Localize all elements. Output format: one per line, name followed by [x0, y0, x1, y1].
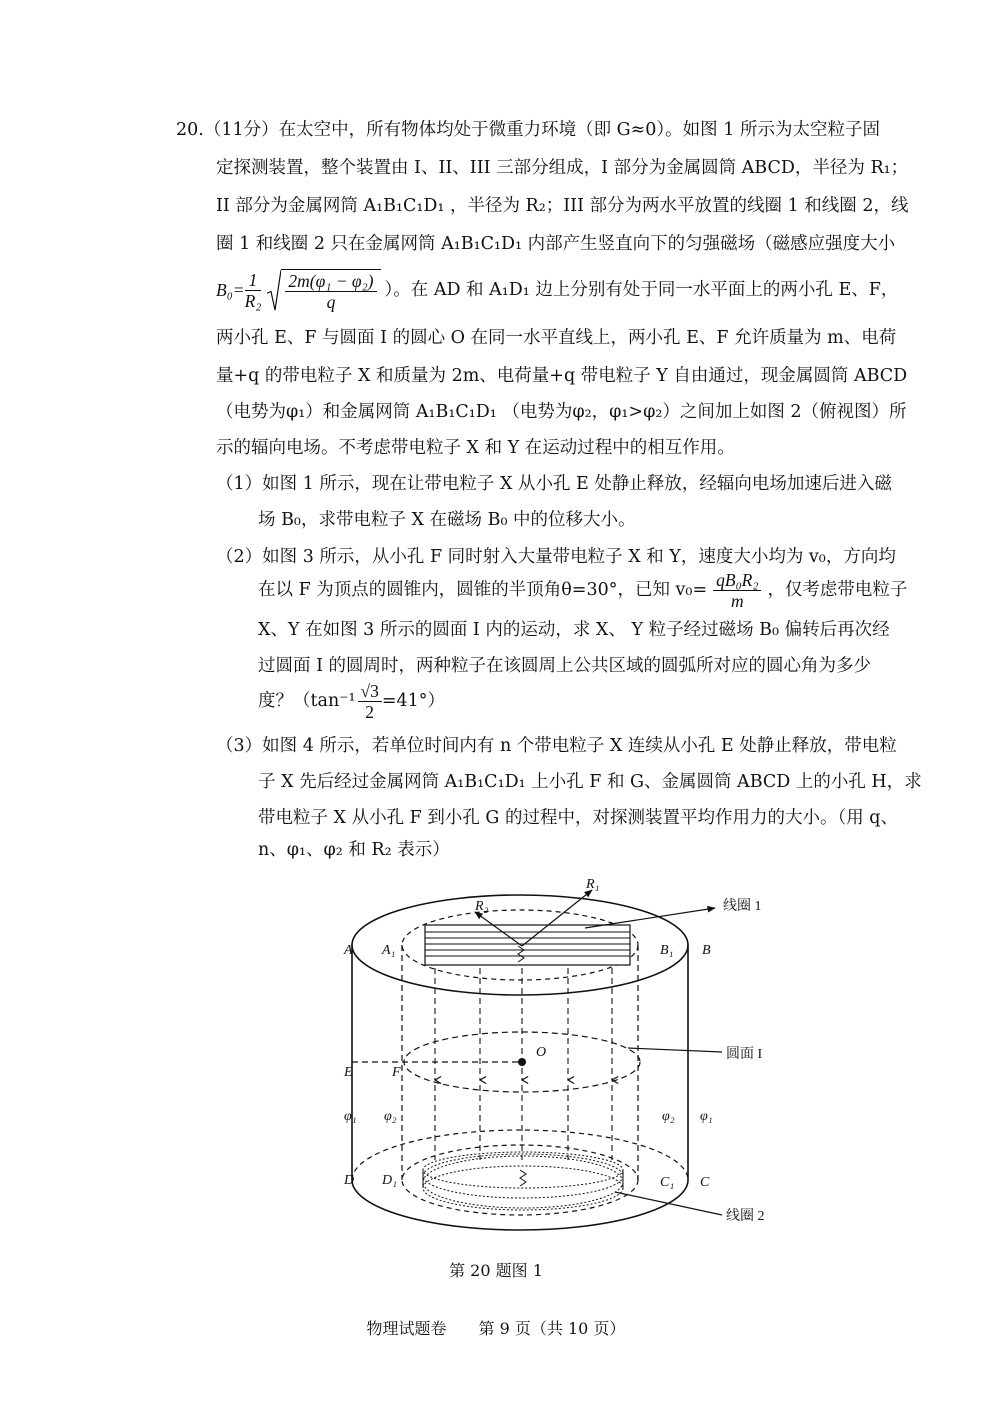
question-intro-line-8: （电势为φ₁）和金属网筒 A₁B₁C₁D₁ （电势为φ₂，φ₁>φ₂）之间加上如图 2（俯视图）所 [216, 402, 907, 422]
part3-line-2: 子 X 先后经过金属网筒 A₁B₁C₁D₁ 上小孔 F 和 G、金属圆筒 ABCD 上的小孔 H，求 [258, 772, 922, 792]
question-intro-line-9: 示的辐向电场。不考虑带电粒子 X 和 Y 在运动过程中的相互作用。 [216, 438, 735, 458]
b0-sqrt-num: 2m(φ₁ − φ₂) [285, 271, 376, 292]
b0-lhs: B₀= [216, 280, 245, 300]
tan-frac-den: 2 [365, 701, 375, 722]
page-footer: 物理试题卷 第 9 页（共 10 页） [366, 1319, 626, 1338]
figure-caption: 第 20 题图 1 [449, 1261, 543, 1280]
b0-tail: ）。在 AD 和 A₁D₁ 边上分别有处于同一水平面上的两小孔 E、F， [384, 280, 899, 300]
part2-line-5-a: 度？（tan⁻¹ [258, 691, 356, 711]
label-R1: R₁ [586, 877, 600, 892]
b0-sqrt-den: q [326, 291, 336, 312]
question-intro-line-4: 圈 1 和线圈 2 只在金属网筒 A₁B₁C₁D₁ 内部产生竖直向下的匀强磁场（磁感应强度大小 [216, 234, 896, 254]
question-intro-line-2: 定探测装置，整个装置由 I、II、III 三部分组成，I 部分为金属圆筒 ABCD，半径为 R₁； [216, 158, 909, 178]
part2-line-1: （2）如图 3 所示，从小孔 F 同时射入大量带电粒子 X 和 Y，速度大小均为 v₀，方向均 [216, 547, 896, 567]
v0-frac-num: qB₀R₂ [713, 570, 761, 591]
part2-line-2-a: 在以 F 为顶点的圆锥内，圆锥的半顶角θ=30°，已知 v₀= [258, 580, 708, 600]
label-A1: A₁ [382, 943, 396, 958]
question-intro-line-1: 20.（11分）在太空中，所有物体均处于微重力环境（即 G≈0）。如图 1 所示为太空粒子固 [176, 120, 880, 140]
b0-frac-num: 1 [245, 270, 262, 291]
part3-line-3: 带电粒子 X 从小孔 F 到小孔 G 的过程中，对探测装置平均作用力的大小。（用 q、 [258, 808, 898, 828]
part1-line-2: 场 B₀，求带电粒子 X 在磁场 B₀ 中的位移大小。 [258, 510, 636, 530]
label-C: C [700, 1175, 710, 1190]
coil-2 [423, 1152, 623, 1210]
part1-line-1: （1）如图 1 所示，现在让带电粒子 X 从小孔 E 处静止释放，经辐向电场加速后进入磁 [216, 474, 892, 494]
part3-line-1: （3）如图 4 所示，若单位时间内有 n 个带电粒子 X 连续从小孔 E 处静止释放，带电粒 [216, 736, 897, 756]
b0-frac-den: R₂ [244, 290, 262, 311]
label-B: B [702, 943, 711, 958]
label-phi2-left: φ₂ [384, 1109, 397, 1124]
apparatus-figure [330, 870, 790, 1240]
b0-fraction [245, 270, 262, 311]
part3-line-4: n、φ₁、φ₂ 和 R₂ 表示） [258, 840, 450, 860]
label-phi2-right: φ₂ [662, 1109, 675, 1124]
tan-frac-num: √3 [358, 681, 382, 702]
part2-line-4: 过圆面 I 的圆周时，两种粒子在该圆周上公共区域的圆弧所对应的圆心角为多少 [258, 656, 872, 676]
disk-pointer [628, 1048, 722, 1052]
label-phi1-right: φ₁ [700, 1109, 713, 1124]
part2-line-5 [258, 676, 445, 726]
label-B1: B₁ [660, 943, 674, 958]
label-coil1: 线圈 1 [723, 899, 762, 914]
v0-fraction [713, 570, 761, 611]
sqrt-sign [267, 269, 281, 312]
label-A: A [344, 943, 353, 958]
question-intro-line-6: 两小孔 E、F 与圆面 I 的圆心 O 在同一水平直线上，两小孔 E、F 允许质量为 m、电荷 [216, 328, 897, 348]
v0-frac-den: m [730, 590, 744, 611]
part2-line-2 [258, 566, 907, 614]
center-O [518, 1058, 526, 1066]
label-phi1-left: φ₁ [344, 1109, 357, 1124]
tan-fraction [358, 681, 382, 722]
b0-formula-line [216, 264, 898, 316]
label-C1: C₁ [660, 1175, 675, 1190]
coil-1-pointer [585, 908, 715, 928]
label-E: E [344, 1065, 353, 1080]
coil-1 [425, 925, 630, 965]
label-disk: 圆面 I [726, 1047, 763, 1062]
part2-line-2-b: ，仅考虑带电粒子 [767, 580, 908, 600]
label-D: D [344, 1173, 355, 1188]
b0-sqrt [267, 269, 380, 312]
question-intro-line-7: 量+q 的带电粒子 X 和质量为 2m、电荷量+q 带电粒子 Y 自由通过，现金属圆筒 ABCD [216, 366, 908, 386]
label-D1: D₁ [382, 1173, 397, 1188]
label-O: O [536, 1045, 547, 1060]
part2-line-5-b: =41°） [381, 691, 446, 711]
part2-line-3: X、Y 在如图 3 所示的圆面 I 内的运动，求 X、 Y 粒子经过磁场 B₀ 偏转后再次经 [258, 620, 890, 640]
coil-2-pointer [615, 1192, 722, 1215]
label-coil2: 线圈 2 [726, 1209, 765, 1224]
label-R2: R₂ [475, 899, 489, 914]
question-intro-line-3: II 部分为金属网筒 A₁B₁C₁D₁ ，半径为 R₂；III 部分为两水平放置的线圈 1 和线圈 2，线 [216, 196, 909, 216]
label-F: F [392, 1065, 401, 1080]
